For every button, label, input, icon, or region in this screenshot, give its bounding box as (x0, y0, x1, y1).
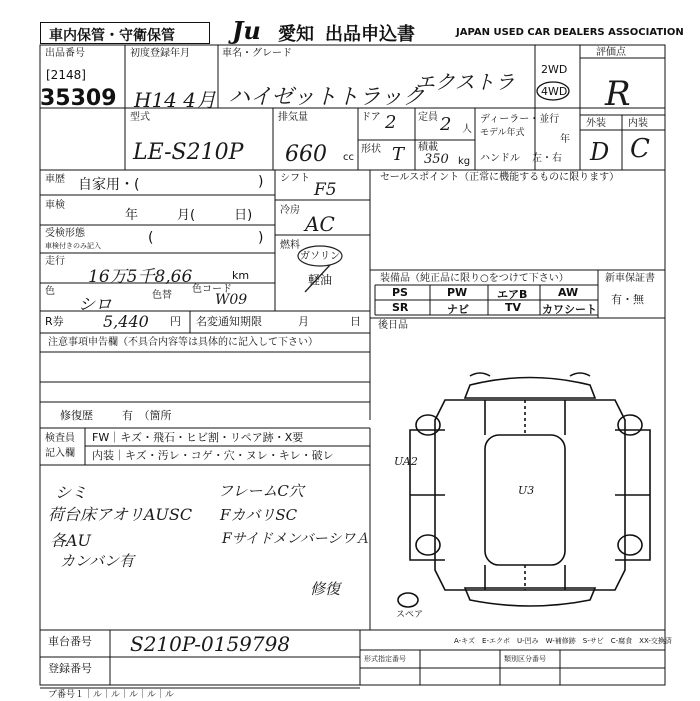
class-number-label: 類別区分番号 (504, 655, 546, 663)
registration-value: H14 4月 (134, 88, 216, 112)
color-change-label: 色替 (152, 290, 172, 301)
damage-legend: A-キズ E-エクボ U-凹み W-補修跡 S-サビ C-腐食 XX-交換済 (454, 637, 672, 645)
displacement-unit: cc (343, 152, 354, 163)
storage-text: 車内保管・守衛保管 (49, 28, 175, 44)
exterior-label: 外装 (586, 118, 606, 129)
capacity-unit: 人 (462, 124, 472, 135)
equip-ps: PS (392, 286, 408, 299)
displacement-label: 排気量 (278, 112, 308, 123)
2wd-label: 2WD (541, 63, 568, 76)
remark-7: FサイドメンバーシワＡ (222, 531, 370, 547)
org-english: JAPAN USED CAR DEALERS ASSOCIATION (456, 27, 684, 38)
capacity-value: 2 (440, 114, 452, 135)
model-year-label: モデル年式 (480, 128, 525, 138)
equip-airbag: エアB (497, 288, 528, 301)
exterior-value: D (590, 138, 610, 166)
shape-value: T (392, 144, 405, 165)
mileage-unit: km (232, 269, 250, 282)
acceptance-open: ( (148, 230, 154, 246)
load-unit: kg (458, 156, 471, 167)
dealer-label: ディーラー・並行 (480, 114, 560, 125)
doors-value: 2 (385, 112, 397, 133)
lot-sub-number: [2148] (46, 68, 86, 82)
repair-value: 有 （箇所 (122, 409, 172, 422)
interior-value: C (630, 134, 650, 164)
interior-label: 内装 (628, 118, 648, 129)
chassis-label: 車台番号 (48, 635, 92, 648)
warranty-label: 新車保証書 (605, 273, 655, 284)
repair-label: 修復歴 (60, 409, 93, 422)
color-label: 色 (45, 286, 55, 297)
load-label: 積載 (418, 142, 438, 153)
warranty-options: 有・無 (611, 293, 644, 306)
inspection-label: 車検 (45, 200, 65, 211)
registration-label: 初度登録年月 (130, 48, 190, 59)
lot-label: 出品番号 (45, 48, 85, 59)
shape-label: 形状 (361, 144, 381, 155)
storage-box (40, 22, 210, 44)
acceptance-label: 受検形態 (45, 228, 85, 239)
name-change-label: 名変通知期限 (196, 315, 262, 328)
remark-2: 荷台床アオリAUSC (48, 505, 193, 524)
sales-point-label: セールスポイント（正常に機能するものに限ります） (380, 172, 620, 183)
history-value: 自家用・( (78, 177, 140, 193)
fuel-label: 燃料 (280, 240, 300, 251)
notes-label: 注意事項申告欄（不具合内容等は具体的に記入して下さい） (48, 337, 318, 348)
mark-u3: U3 (518, 484, 535, 497)
aircon-label: 冷房 (280, 205, 300, 216)
lot-number: 35309 (40, 86, 117, 111)
equip-tv: TV (505, 301, 522, 314)
recycle-label: R券 (45, 315, 64, 328)
inspector-label-2: 記入欄 (45, 448, 75, 459)
equip-pw: PW (447, 286, 468, 299)
spare-label: スペア (396, 610, 424, 620)
rating-label: 評価点 (596, 47, 626, 58)
handle-label: ハンドル (480, 153, 520, 164)
mileage-label: 走行 (45, 256, 65, 267)
remark-1: シミ (55, 483, 88, 502)
shift-value: F5 (314, 180, 337, 200)
inspector-fw-line: FW｜キズ・飛石・ヒビ割・リペア跡・X要 (92, 431, 304, 444)
footer-text: ブ番号１｜ル｜ル｜ル｜ル｜ル (48, 690, 175, 700)
inspector-label-1: 検査員 (45, 433, 75, 444)
equip-leather: カワシート (542, 303, 597, 316)
remark-6: FカバリSC (220, 506, 298, 524)
mark-ua2: UA2 (394, 455, 418, 468)
model-designation-label: 形式指定番号 (364, 655, 406, 663)
recycle-unit: 円 (170, 315, 181, 328)
car-model: ハイゼットトラック (228, 85, 425, 110)
model-type-label: 型式 (130, 112, 150, 123)
model-type-value: LE-S210P (133, 140, 244, 165)
aircon-value: AC (305, 212, 335, 236)
history-label: 車歴 (45, 174, 65, 185)
color-value: シロ (78, 295, 112, 315)
recycle-value: 5,440 (103, 312, 149, 331)
chassis-value: S210P-0159798 (130, 632, 291, 656)
doors-label: ドア (361, 112, 381, 123)
displacement-value: 660 (285, 142, 327, 167)
color-code-value: W09 (215, 292, 248, 308)
load-value: 350 (424, 152, 449, 167)
plate-label: 登録番号 (48, 662, 92, 675)
history-close: ) (258, 174, 264, 190)
ju-logo: Ju (232, 16, 261, 45)
color-code-label: 色コード (192, 284, 232, 295)
form-title: 出品申込書 (325, 24, 415, 45)
remark-4: カンバン有 (60, 552, 134, 570)
mileage-value: 16万5千8,66 (88, 267, 193, 287)
remark-3: 各AU (50, 531, 92, 550)
car-grade: エクストラ (415, 70, 515, 94)
equipment-label: 装備品（純正品に限り○をつけて下さい） (380, 273, 569, 284)
acceptance-close: ) (258, 230, 264, 246)
fuel-gasoline: ガソリン (300, 251, 340, 262)
equip-aw: AW (558, 286, 579, 299)
fuel-diesel: 軽油 (308, 273, 333, 287)
4wd-label: 4WD (541, 85, 568, 98)
handle-options: 左・右 (532, 153, 562, 164)
retrofit-label: 後日品 (378, 320, 408, 331)
remark-8: 修復 (310, 580, 341, 598)
inspector-interior-line: 内装｜キズ・汚レ・コゲ・穴・ヌレ・キレ・破レ (92, 449, 334, 462)
car-name-label: 車名・グレード (222, 48, 292, 59)
capacity-label: 定員 (418, 112, 438, 123)
acceptance-note: 車検付きのみ記入 (45, 242, 101, 250)
equip-navi: ナビ (447, 303, 469, 316)
inspection-value: 年 月( 日) (125, 208, 253, 223)
year-unit: 年 (560, 134, 570, 145)
name-change-month: 月 (298, 315, 309, 328)
org-name: 愛知 (278, 24, 314, 45)
shift-label: シフト (280, 173, 310, 184)
rating-value: R (605, 74, 631, 114)
equip-sr: SR (392, 301, 409, 314)
remark-5: フレームC穴 (218, 482, 304, 500)
name-change-day: 日 (350, 315, 361, 328)
